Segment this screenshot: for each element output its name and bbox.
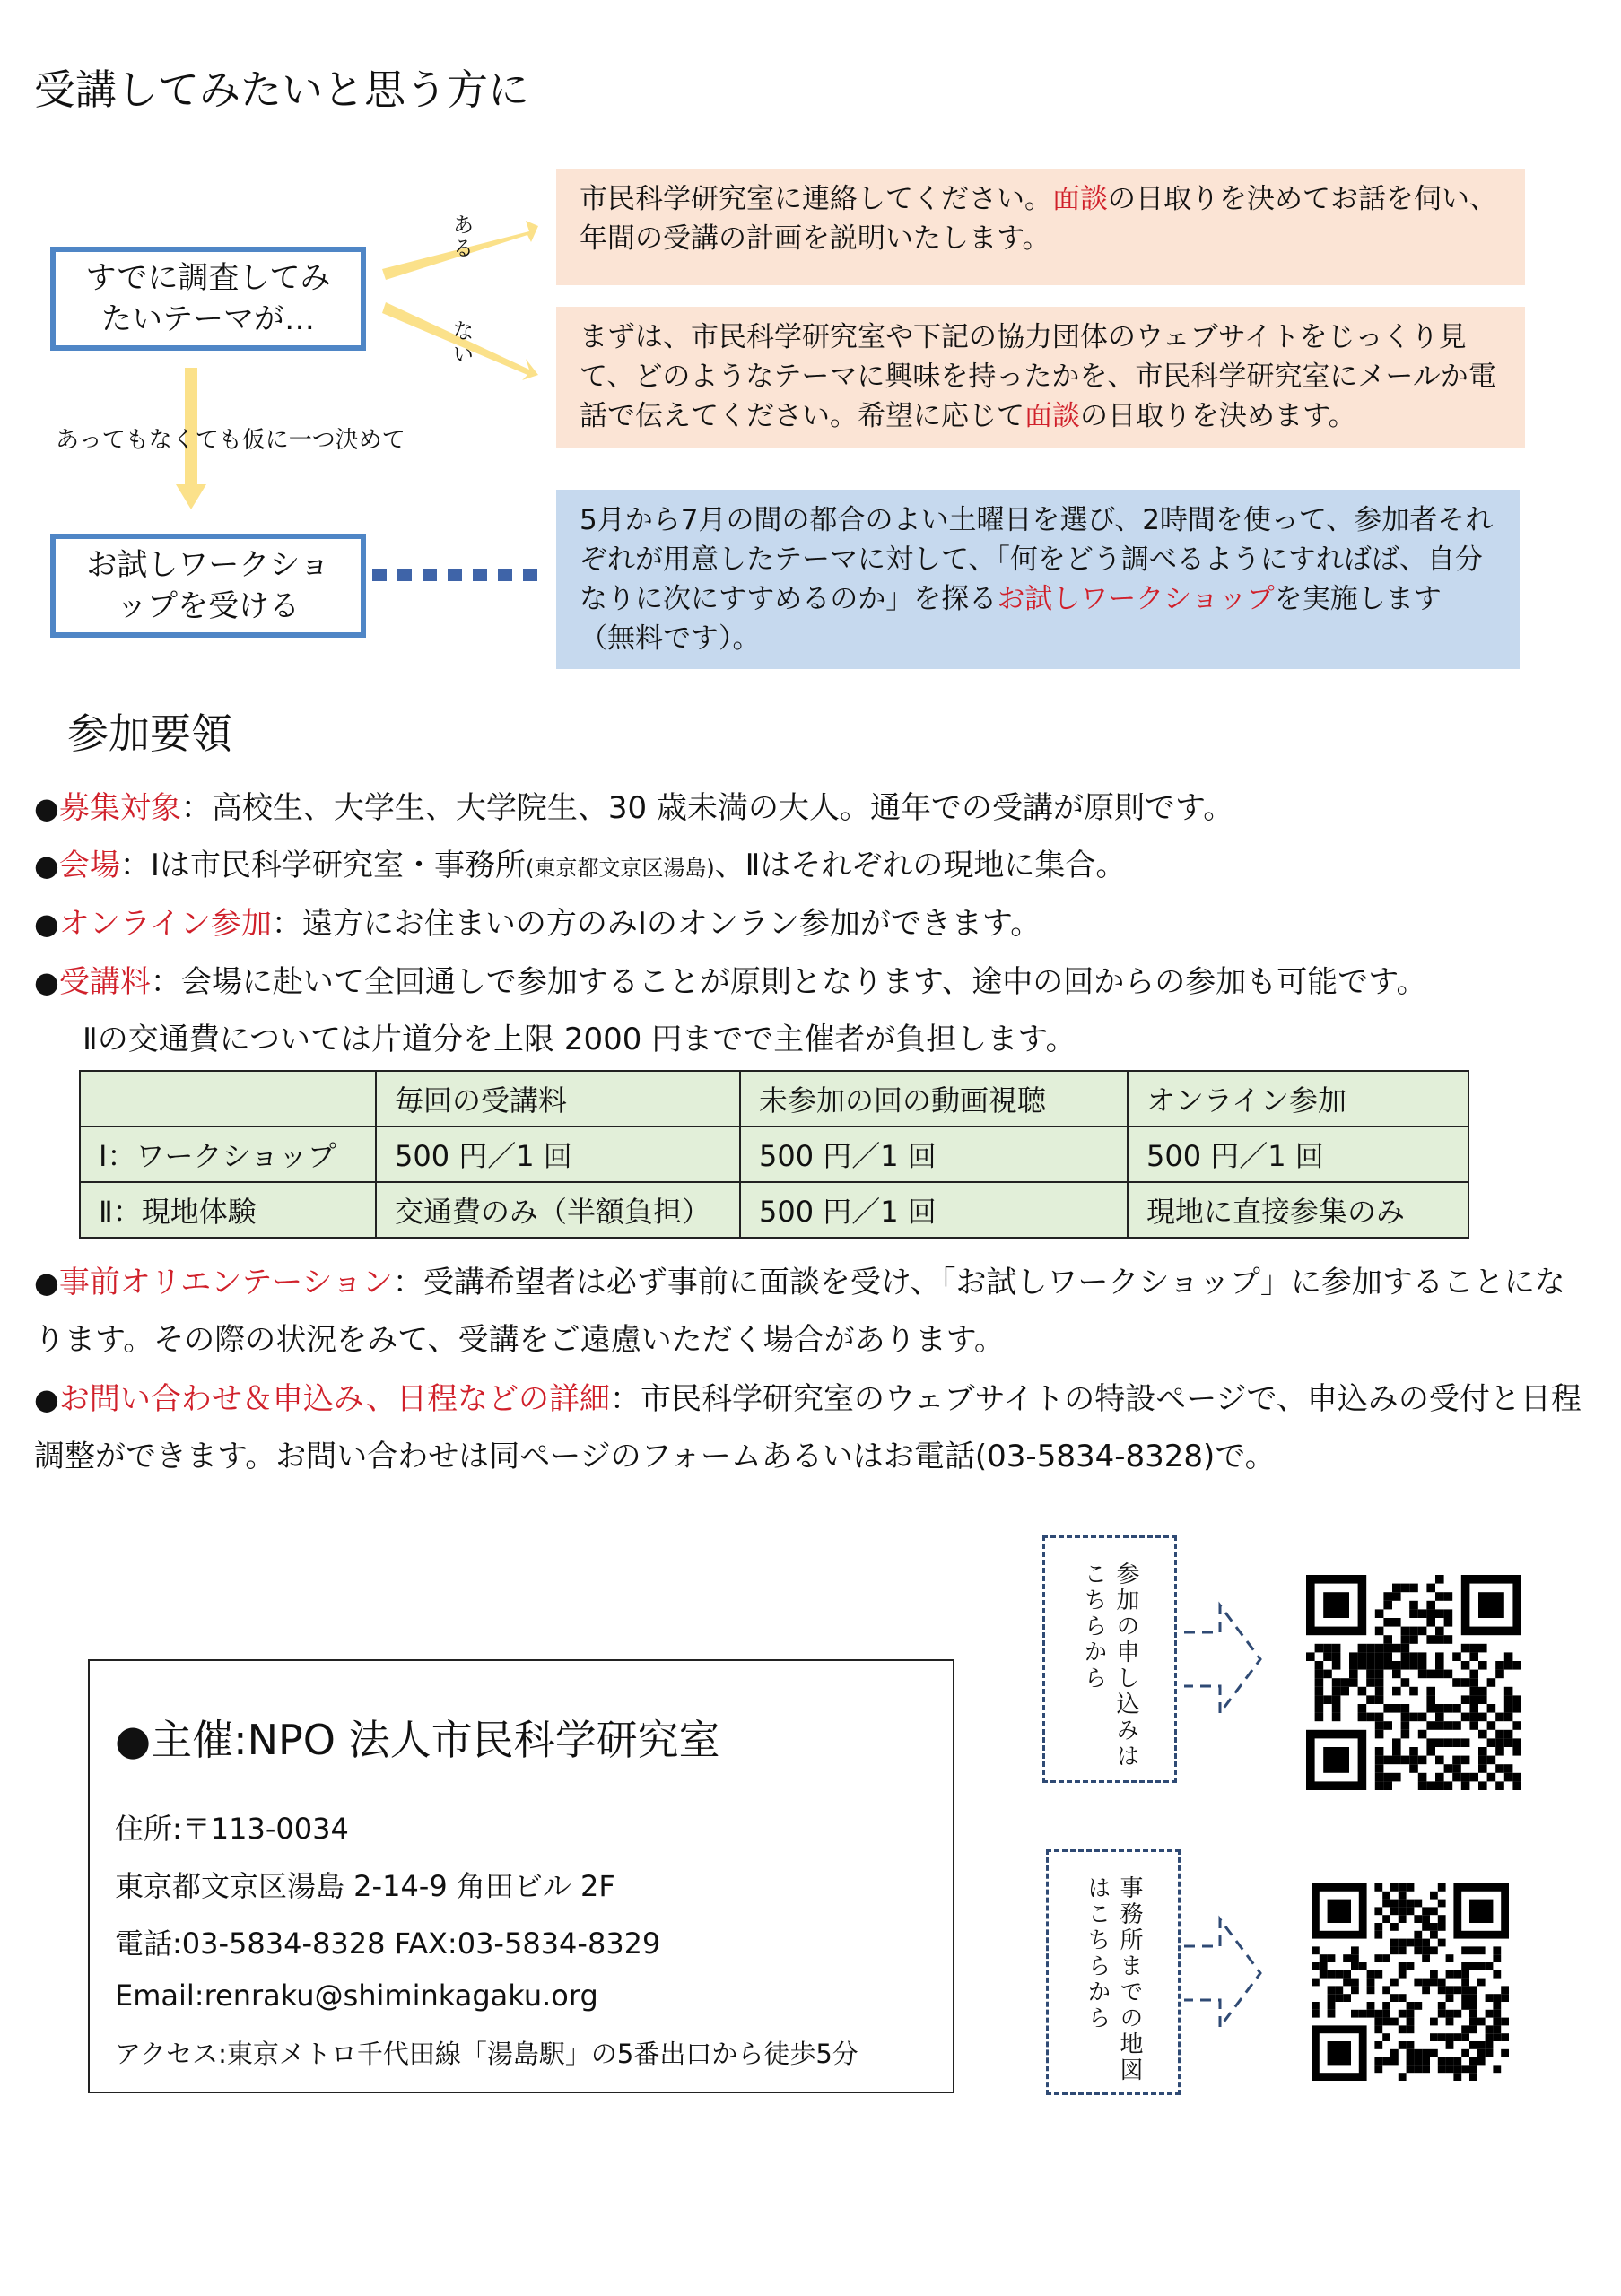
map-label: 事務所までの地図はこちらから xyxy=(1084,1875,1143,2083)
item-venue-small: (東京都文京区湯島) xyxy=(525,856,715,881)
item-fee-note: Ⅱの交通費については片道分を上限 2000 円までで主催者が負担します。 xyxy=(83,1022,1076,1057)
item-target-text: ：高校生、大学生、大学院生、30 歳未満の大人。通年での受講が原則です。 xyxy=(180,790,1234,826)
bullet-icon: ● xyxy=(34,1265,59,1300)
section-title: 参加要領 xyxy=(67,709,232,758)
item-orientation-label: 事前オリエンテーション xyxy=(58,1265,393,1300)
dashed-arrow-icon xyxy=(1184,1596,1265,1722)
qr-code-map-icon[interactable] xyxy=(1312,1883,1509,2081)
map-label-box xyxy=(1046,1849,1181,2095)
table-row xyxy=(80,1182,1468,1238)
info-ws-text: 5月から7月の間の都合のよい土曜日を選び、2時間を使って、参加者それぞれが用意したテーマに対して、「何をどう調べるようにすればば、自分なりに次にすすめるのか」を探る xyxy=(580,504,1494,615)
contact-postal: 住所:〒113-0034 xyxy=(115,1812,349,1846)
info-yes-text-2: の日取りを決めてお話を伺い、年間の受講の計画を説明いたします。 xyxy=(580,183,1497,255)
table-cell: 500 円／1 回 xyxy=(740,1182,1128,1238)
item-online-label: オンライン参加 xyxy=(58,906,272,942)
item-venue-text: ：Ⅰは市民科学研究室・事務所 xyxy=(119,848,526,883)
table-header-cell: 未参加の回の動画視聴 xyxy=(740,1071,1128,1126)
table-row xyxy=(80,1126,1468,1182)
table-cell: 交通費のみ（半額負担） xyxy=(376,1182,740,1238)
item-target xyxy=(34,786,1595,831)
item-orientation-text: ：受講希望者は必ず事前に面談を受け、「お試しワークショップ」に参加することになります。その際の状況をみて、受講をご遠慮いただく場合があります。 xyxy=(34,1265,1565,1358)
contact-address: 東京都文京区湯島 2-14-9 角田ビル 2F xyxy=(115,1869,615,1903)
item-venue-label: 会場 xyxy=(58,848,120,883)
table-cell: Ⅰ：ワークショップ xyxy=(80,1126,376,1182)
arrow-down-head xyxy=(176,484,206,509)
item-inquiry-text: ：市民科学研究室のウェブサイトの特設ページで、申込みの受付と日程調整ができます。お問い合わせは同ページのフォームあるいはお電話(03-5834-8328)で。 xyxy=(34,1381,1582,1474)
bullet-icon: ● xyxy=(34,965,59,999)
info-no-text: まずは、市民科学研究室や下記の協力団体のウェブサイトをじっくり見て、どのようなテーマに興味を持ったかを、市民科学研究室にメールか電話で伝えてください。希望に応じて xyxy=(580,321,1496,432)
item-venue-text-2: 、Ⅱはそれぞれの現地に集合。 xyxy=(714,848,1127,883)
info-box-yes xyxy=(556,169,1525,285)
bullet-icon: ● xyxy=(34,791,59,825)
flow-label-middle: あってもなくても仮に一つ決めて xyxy=(56,427,405,454)
item-inquiry xyxy=(34,1370,1595,1485)
contact-access: アクセス:東京メトロ千代田線「湯島駅」の5番出口から徒歩5分 xyxy=(115,2039,858,2069)
contact-email: Email:renraku@shiminkagaku.org xyxy=(115,1979,598,2013)
table-cell: 現地に直接参集のみ xyxy=(1128,1182,1468,1238)
item-target-label: 募集対象 xyxy=(58,790,181,826)
item-online-text: ：遠方にお住まいの方のみⅠのオンラン参加ができます。 xyxy=(271,906,1041,942)
info-yes-highlight: 面談 xyxy=(1052,183,1108,215)
dotted-connector xyxy=(372,569,537,581)
table-header-cell: 毎回の受講料 xyxy=(376,1071,740,1126)
flow-box-workshop-label: お試しワークショップを受ける xyxy=(86,547,330,624)
table-cell: 500 円／1 回 xyxy=(1128,1126,1468,1182)
table-header-row xyxy=(80,1071,1468,1126)
bullet-icon: ● xyxy=(34,1382,59,1416)
table-cell: Ⅱ：現地体験 xyxy=(80,1182,376,1238)
item-fee-label: 受講料 xyxy=(58,964,151,1000)
organizer-name: ●主催:NPO 法人市民科学研究室 xyxy=(115,1716,720,1764)
apply-label-box xyxy=(1042,1535,1177,1783)
qr-code-apply-icon[interactable] xyxy=(1306,1575,1521,1790)
bullet-icon: ● xyxy=(34,848,59,883)
item-online xyxy=(34,901,1595,946)
table-cell: 500 円／1 回 xyxy=(376,1126,740,1182)
flow-box-workshop xyxy=(50,534,366,638)
contact-phone: 電話:03-5834-8328 FAX:03-5834-8329 xyxy=(115,1926,661,1961)
item-fee-text: ：会場に赴いて全回通しで参加することが原則となります、途中の回からの参加も可能です。 xyxy=(150,964,1427,1000)
dashed-arrow-icon xyxy=(1184,1910,1265,2036)
info-box-no xyxy=(556,307,1525,448)
page-title: 受講してみたいと思う方に xyxy=(34,65,529,114)
item-inquiry-label: お問い合わせ＆申込み、日程などの詳細 xyxy=(58,1381,610,1417)
info-yes-text: 市民科学研究室に連絡してください。 xyxy=(580,183,1052,215)
flow-label-yes: ある xyxy=(449,213,474,260)
flow-box-theme-label: すでに調査してみたいテーマが… xyxy=(85,260,331,337)
fee-table xyxy=(79,1070,1469,1239)
info-no-highlight: 面談 xyxy=(1024,400,1080,432)
table-header-cell xyxy=(80,1071,376,1126)
bullet-icon: ● xyxy=(34,907,59,941)
info-no-text-2: の日取りを決めます。 xyxy=(1080,400,1356,432)
flow-label-no: ない xyxy=(449,319,474,366)
item-fee xyxy=(34,960,1595,1004)
item-venue xyxy=(34,843,1595,891)
info-box-workshop xyxy=(556,490,1520,669)
item-orientation xyxy=(34,1254,1595,1369)
apply-label: 参加の申し込みはこちらから xyxy=(1080,1561,1139,1770)
table-header-cell: オンライン参加 xyxy=(1128,1071,1468,1126)
info-ws-highlight: お試しワークショップ xyxy=(997,583,1275,615)
table-cell: 500 円／1 回 xyxy=(740,1126,1128,1182)
contact-box xyxy=(88,1659,954,2093)
info-ws-text-2: を実施します（無料です）。 xyxy=(580,583,1442,655)
